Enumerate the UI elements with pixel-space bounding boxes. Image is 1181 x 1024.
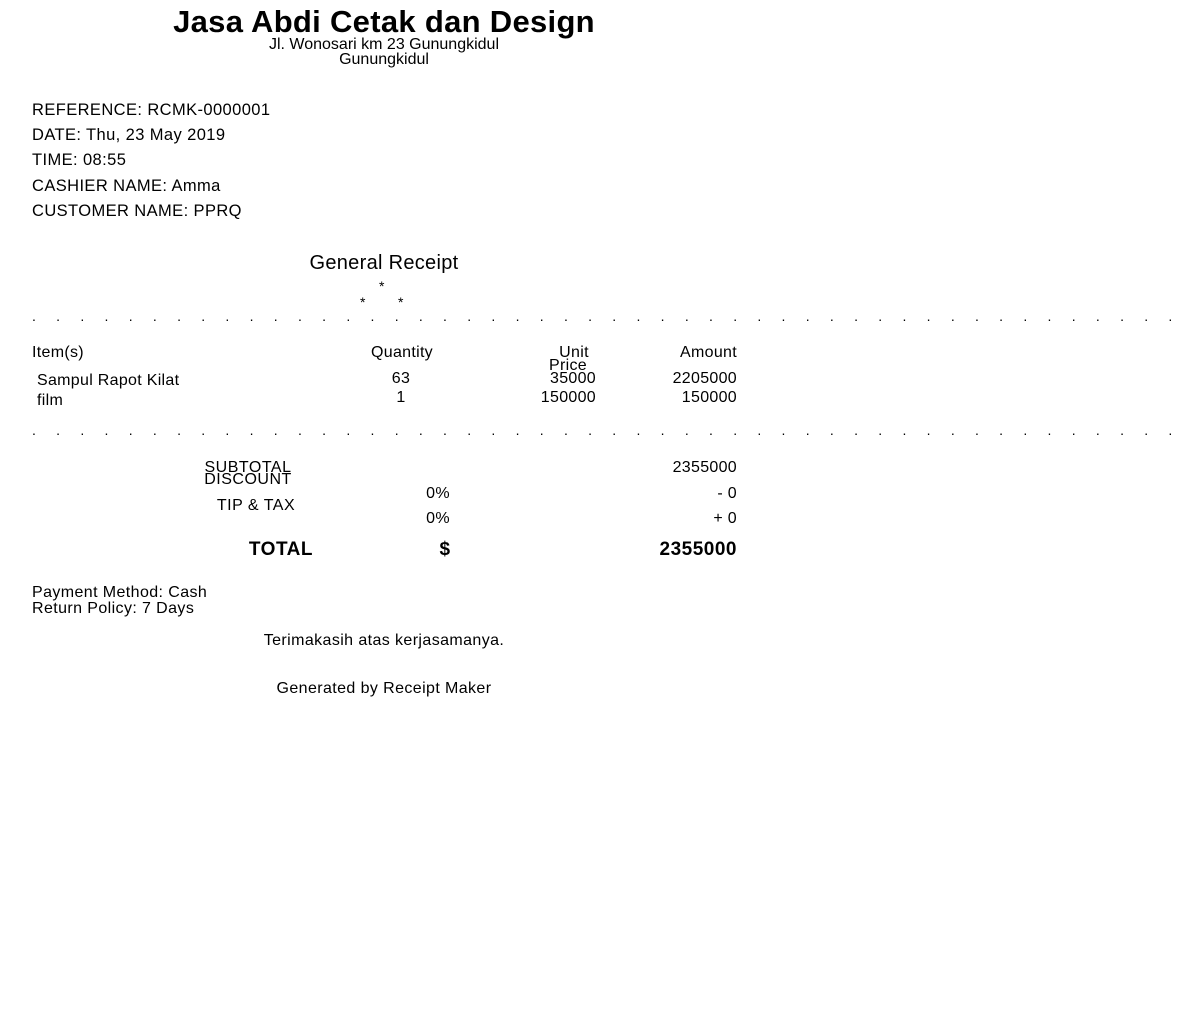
- tip-tax-percent: 0%: [426, 510, 450, 527]
- divider-bottom: . . . . . . . . . . . . . . . . . . . . . . . . . . . . . . . . . . . . . . . . . . . . . . . .: [32, 422, 1181, 438]
- tip-tax-label: TIP & TAX: [216, 497, 296, 514]
- cashier-name: CASHIER NAME: Amma: [32, 177, 221, 195]
- star-decoration-right: *: [398, 294, 404, 310]
- star-decoration-left: *: [360, 294, 366, 310]
- payment-method: Payment Method: Cash: [32, 584, 208, 601]
- column-header-quantity: Quantity: [371, 344, 433, 361]
- reference-number: REFERENCE: RCMK-0000001: [32, 101, 271, 119]
- receipt-time: TIME: 08:55: [32, 151, 127, 169]
- total-value: 2355000: [659, 539, 737, 560]
- total-label: TOTAL: [248, 539, 313, 560]
- tip-tax-value: + 0: [713, 510, 737, 527]
- column-header-amount: Amount: [680, 344, 737, 361]
- discount-percent: 0%: [426, 485, 450, 502]
- receipt-date: DATE: Thu, 23 May 2019: [32, 126, 226, 144]
- discount-value: - 0: [717, 485, 737, 502]
- discount-label: DISCOUNT: [204, 471, 292, 488]
- star-decoration-top: *: [379, 278, 385, 294]
- column-header-unit-price-line2: Price: [549, 357, 587, 374]
- thank-you-message: Terimakasih atas kerjasamanya.: [263, 632, 505, 649]
- row-2-quantity: 1: [396, 389, 406, 406]
- row-2-item: film: [37, 392, 64, 409]
- customer-name: CUSTOMER NAME: PPRQ: [32, 202, 242, 220]
- business-name: Jasa Abdi Cetak dan Design: [173, 4, 595, 39]
- row-1-unit-price: 35000: [550, 370, 596, 387]
- row-1-quantity: 63: [391, 370, 411, 387]
- currency-symbol: $: [439, 539, 451, 560]
- return-policy: Return Policy: 7 Days: [32, 600, 195, 617]
- row-1-item: Sampul Rapot Kilat: [37, 372, 180, 389]
- address-line-1: Jl. Wonosari km 23 Gunungkidul: [268, 36, 500, 53]
- column-header-unit-price-line1: Unit: [559, 344, 589, 361]
- receipt-title: General Receipt: [309, 252, 459, 274]
- generated-by-note: Generated by Receipt Maker: [276, 680, 492, 697]
- row-2-amount: 150000: [681, 389, 737, 406]
- column-header-items: Item(s): [32, 344, 84, 361]
- subtotal-label: SUBTOTAL: [204, 459, 292, 476]
- subtotal-value: 2355000: [672, 459, 737, 476]
- row-1-amount: 2205000: [672, 370, 737, 387]
- row-2-unit-price: 150000: [540, 389, 596, 406]
- divider-top: . . . . . . . . . . . . . . . . . . . . . . . . . . . . . . . . . . . . . . . . . . . . . . . .: [32, 308, 1181, 324]
- address-line-2: Gunungkidul: [339, 51, 429, 68]
